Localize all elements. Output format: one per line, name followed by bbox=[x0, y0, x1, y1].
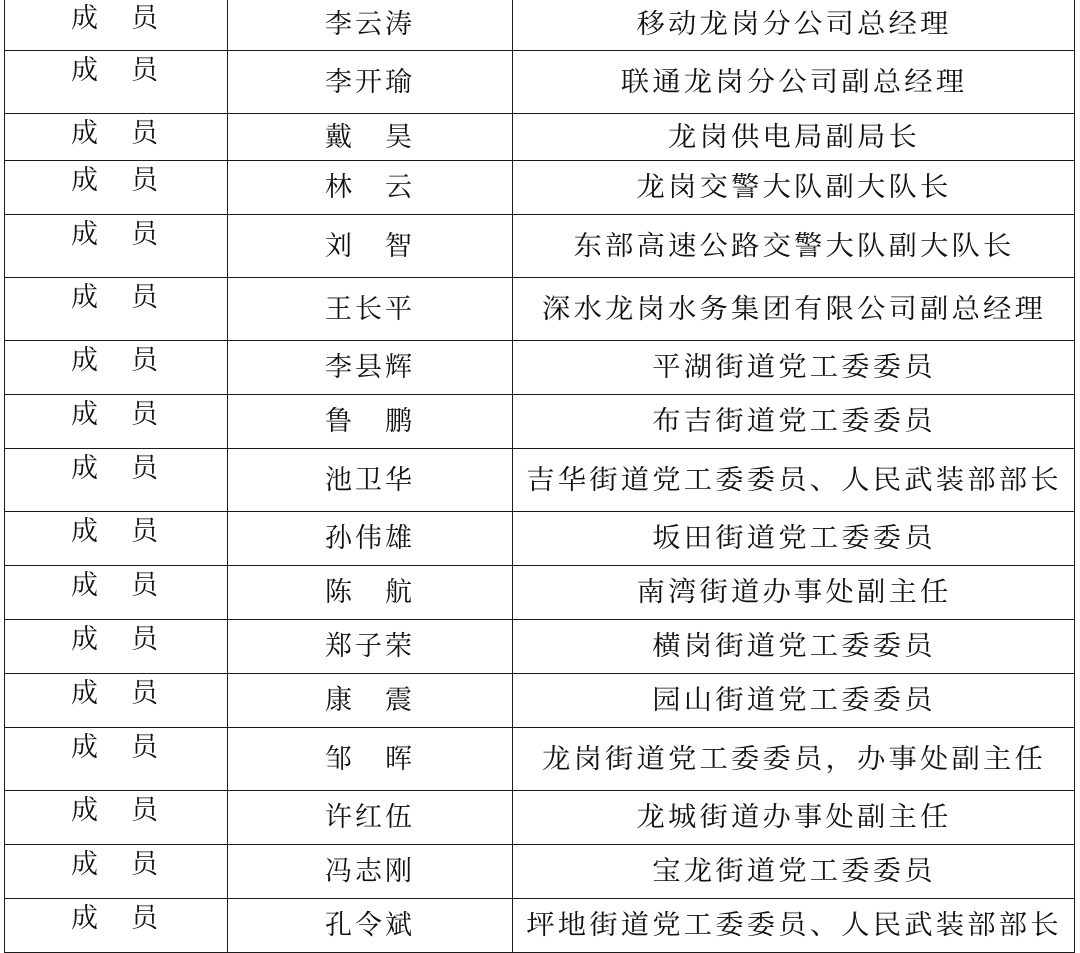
table-row bbox=[5, 449, 1075, 512]
position-cell: 横岗街道党工委委员 bbox=[513, 620, 1075, 674]
position-cell: 东部高速公路交警大队副大队长 bbox=[513, 215, 1075, 278]
position-cell: 龙岗交警大队副大队长 bbox=[513, 161, 1075, 215]
position-cell: 移动龙岗分公司总经理 bbox=[513, 0, 1075, 51]
role-cell: 成 员 bbox=[5, 215, 228, 278]
name-cell: 孙伟雄 bbox=[228, 512, 513, 566]
table-row bbox=[5, 728, 1075, 791]
position-cell: 宝龙街道党工委委员 bbox=[513, 845, 1075, 899]
table-row bbox=[5, 51, 1075, 114]
position-cell: 布吉街道党工委委员 bbox=[513, 395, 1075, 449]
name-cell: 刘 智 bbox=[228, 215, 513, 278]
table-row bbox=[5, 161, 1075, 215]
role-cell: 成 员 bbox=[5, 791, 228, 845]
table-row bbox=[5, 674, 1075, 728]
position-cell: 园山街道党工委委员 bbox=[513, 674, 1075, 728]
role-cell: 成 员 bbox=[5, 114, 228, 161]
role-cell: 成 员 bbox=[5, 620, 228, 674]
name-cell: 鲁 鹏 bbox=[228, 395, 513, 449]
role-cell: 成 员 bbox=[5, 512, 228, 566]
name-cell: 池卫华 bbox=[228, 449, 513, 512]
name-cell: 陈 航 bbox=[228, 566, 513, 620]
position-cell: 龙岗街道党工委委员，办事处副主任 bbox=[513, 728, 1075, 791]
table-row bbox=[5, 278, 1075, 341]
table-row bbox=[5, 620, 1075, 674]
position-cell: 坪地街道党工委委员、人民武装部部长 bbox=[513, 899, 1075, 953]
name-cell: 李云涛 bbox=[228, 0, 513, 51]
name-cell: 孔令斌 bbox=[228, 899, 513, 953]
role-cell: 成 员 bbox=[5, 395, 228, 449]
position-cell: 吉华街道党工委委员、人民武装部部长 bbox=[513, 449, 1075, 512]
name-cell: 康 震 bbox=[228, 674, 513, 728]
name-cell: 邹 晖 bbox=[228, 728, 513, 791]
position-cell: 龙岗供电局副局长 bbox=[513, 114, 1075, 161]
role-cell: 成 员 bbox=[5, 161, 228, 215]
position-cell: 平湖街道党工委委员 bbox=[513, 341, 1075, 395]
role-cell: 成 员 bbox=[5, 728, 228, 791]
table-row bbox=[5, 114, 1075, 161]
role-cell: 成 员 bbox=[5, 899, 228, 953]
table-row bbox=[5, 0, 1075, 51]
position-cell: 深水龙岗水务集团有限公司副总经理 bbox=[513, 278, 1075, 341]
role-cell: 成 员 bbox=[5, 341, 228, 395]
name-cell: 许红伍 bbox=[228, 791, 513, 845]
table-row bbox=[5, 899, 1075, 953]
role-cell: 成 员 bbox=[5, 51, 228, 114]
role-cell: 成 员 bbox=[5, 0, 228, 51]
position-cell: 南湾街道办事处副主任 bbox=[513, 566, 1075, 620]
table-row bbox=[5, 215, 1075, 278]
position-cell: 坂田街道党工委委员 bbox=[513, 512, 1075, 566]
name-cell: 李县辉 bbox=[228, 341, 513, 395]
name-cell: 林 云 bbox=[228, 161, 513, 215]
table-row bbox=[5, 566, 1075, 620]
member-table bbox=[4, 0, 1075, 953]
role-cell: 成 员 bbox=[5, 449, 228, 512]
role-cell: 成 员 bbox=[5, 566, 228, 620]
name-cell: 王长平 bbox=[228, 278, 513, 341]
name-cell: 冯志刚 bbox=[228, 845, 513, 899]
position-cell: 联通龙岗分公司副总经理 bbox=[513, 51, 1075, 114]
table-row bbox=[5, 341, 1075, 395]
position-cell: 龙城街道办事处副主任 bbox=[513, 791, 1075, 845]
role-cell: 成 员 bbox=[5, 278, 228, 341]
role-cell: 成 员 bbox=[5, 845, 228, 899]
role-cell: 成 员 bbox=[5, 674, 228, 728]
table-row bbox=[5, 791, 1075, 845]
table-row bbox=[5, 512, 1075, 566]
table-row bbox=[5, 845, 1075, 899]
name-cell: 郑子荣 bbox=[228, 620, 513, 674]
table-row bbox=[5, 395, 1075, 449]
name-cell: 李开瑜 bbox=[228, 51, 513, 114]
name-cell: 戴 昊 bbox=[228, 114, 513, 161]
